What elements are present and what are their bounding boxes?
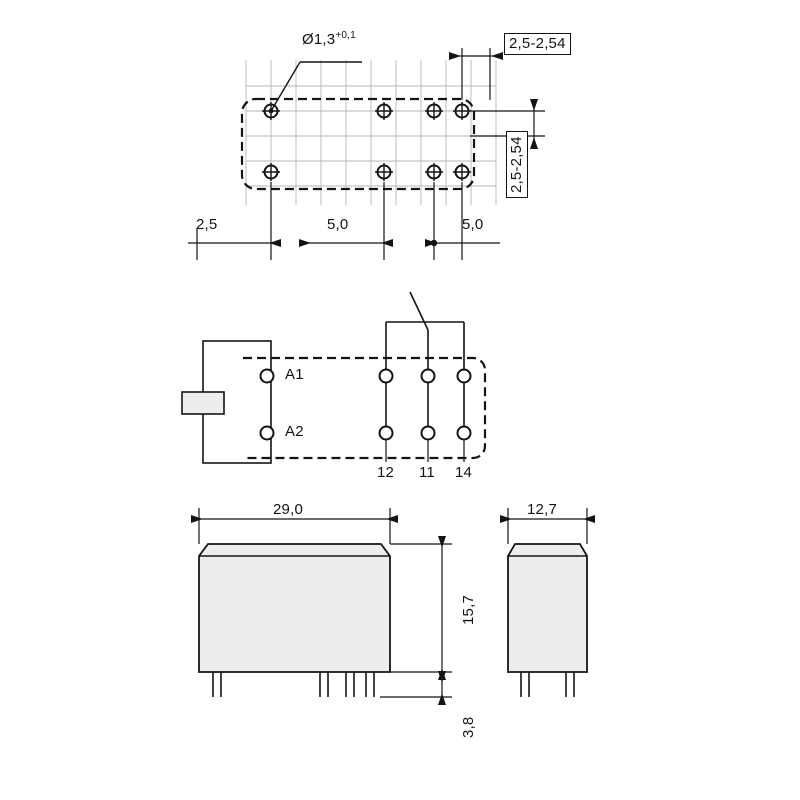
side-view-width-label: 12,7: [527, 501, 557, 518]
terminal-label-11: 11: [419, 464, 435, 481]
terminal-11-bottom: [422, 427, 435, 440]
dim-right-label: 5,0: [462, 216, 484, 233]
footprint-grid: [246, 60, 496, 205]
pitch-horizontal-label: 2,5-2,54: [504, 33, 571, 55]
front-view-width-label: 29,0: [273, 501, 303, 518]
hole-diameter-leader: [269, 62, 362, 113]
terminal-label-a1: A1: [285, 366, 304, 383]
terminal-14-top: [458, 370, 471, 383]
hole-diameter-label: $Ø1,3^{+0,1}$: [302, 30, 356, 48]
schematic-drawing: [182, 292, 485, 463]
front-view-drawing: [192, 508, 452, 704]
terminal-14-bottom: [458, 427, 471, 440]
footprint-holes: [265, 105, 469, 179]
front-view-height-label: 15,7: [460, 595, 477, 625]
terminal-12-bottom: [380, 427, 393, 440]
terminal-label-14: 14: [455, 464, 473, 481]
pitch-horizontal-dimension: [450, 48, 502, 100]
terminal-label-12: 12: [377, 464, 395, 481]
pitch-vertical-label: 2,5-2,54: [506, 131, 528, 198]
front-view-pin-length-label: 3,8: [460, 716, 477, 738]
terminal-a1: [261, 370, 274, 383]
terminal-12-top: [380, 370, 393, 383]
terminal-label-a2: A2: [285, 423, 304, 440]
side-view-drawing: [501, 508, 594, 697]
terminal-a2: [261, 427, 274, 440]
hole-diameter-tolerance: +0,1: [335, 30, 356, 41]
dim-left-label: 2,5: [196, 216, 218, 233]
dim-middle-label: 5,0: [327, 216, 349, 233]
terminal-11-top: [422, 370, 435, 383]
